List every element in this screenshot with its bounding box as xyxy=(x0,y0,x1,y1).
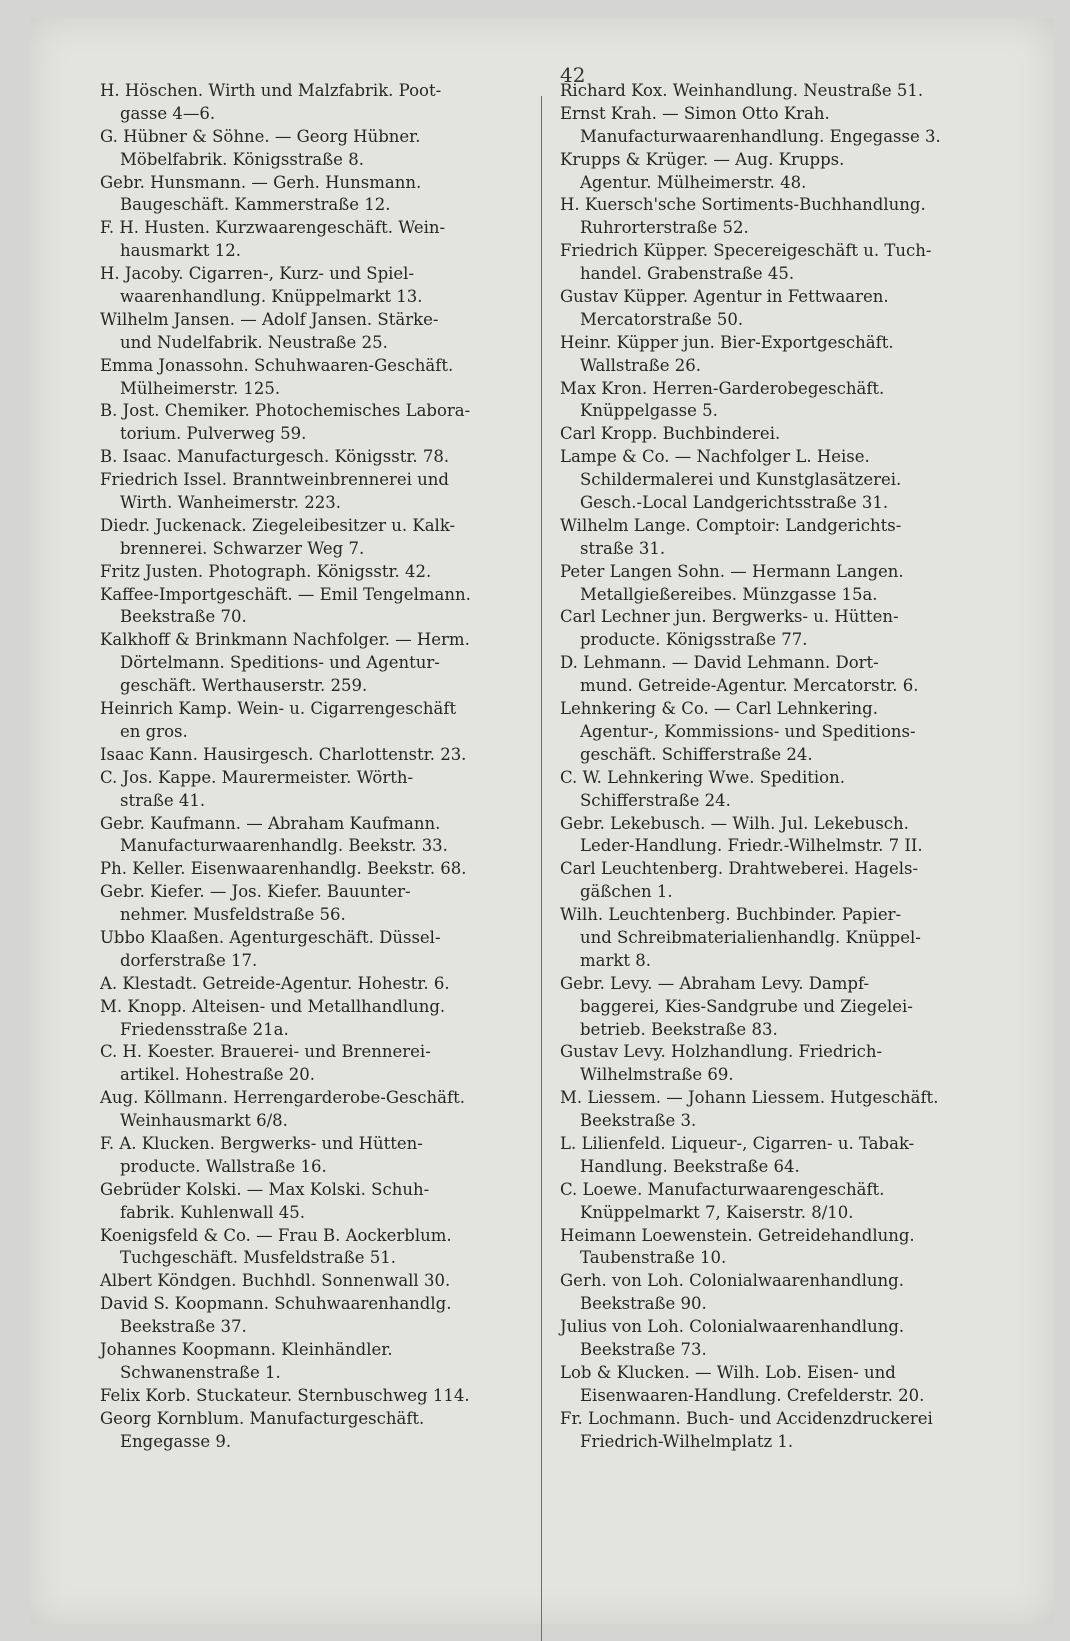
entry-line: geschäft. Werthauserstr. 259. xyxy=(120,676,368,696)
entry-line: Wilhelm Lange. Comptoir: Landgerichts- xyxy=(560,515,902,535)
entry-line: straße 41. xyxy=(120,790,206,810)
entry-line: hausmarkt 12. xyxy=(120,241,242,261)
entry-line: Gebr. Hunsmann. — Gerh. Hunsmann. xyxy=(100,172,422,192)
entry-line: Carl Kropp. Buchbinderei. xyxy=(560,424,781,444)
entry-line: Gebrüder Kolski. — Max Kolski. Schuh- xyxy=(100,1179,430,1199)
entry-line: straße 31. xyxy=(580,538,666,558)
directory-entry xyxy=(560,446,998,515)
entry-line: Friedensstraße 21a. xyxy=(120,1019,289,1039)
entry-line: Lob & Klucken. — Wilh. Lob. Eisen- und xyxy=(560,1362,896,1382)
entry-line: Max Kron. Herren-Garderobegeschäft. xyxy=(560,378,885,398)
entry-line: Lampe & Co. — Nachfolger L. Heise. xyxy=(560,447,870,467)
directory-entry xyxy=(560,149,998,195)
entry-line: D. Lehmann. — David Lehmann. Dort- xyxy=(560,653,879,673)
directory-entry xyxy=(100,584,515,630)
entry-line: artikel. Hohestraße 20. xyxy=(120,1065,315,1085)
directory-entry xyxy=(100,744,515,767)
directory-entry xyxy=(100,927,515,973)
directory-entry xyxy=(100,973,515,996)
directory-entry xyxy=(100,561,515,584)
entry-line: C. Jos. Kappe. Maurermeister. Wörth- xyxy=(100,767,414,787)
directory-entry xyxy=(560,332,998,378)
entry-line: markt 8. xyxy=(580,950,651,970)
entry-line: Wallstraße 26. xyxy=(580,355,702,375)
directory-entry xyxy=(560,652,998,698)
entry-line: Ruhrorterstraße 52. xyxy=(580,218,749,238)
entry-line: Gebr. Kaufmann. — Abraham Kaufmann. xyxy=(100,813,441,833)
entry-line: B. Isaac. Manufacturgesch. Königsstr. 78. xyxy=(100,447,450,467)
entry-line: C. Loewe. Manufacturwaarengeschäft. xyxy=(560,1179,885,1199)
entry-line: Beekstraße 37. xyxy=(120,1317,247,1337)
entry-line: H. Höschen. Wirth und Malzfabrik. Poot- xyxy=(100,81,442,100)
directory-entry xyxy=(560,1179,998,1225)
directory-entry xyxy=(100,1225,515,1271)
entry-line: und Schreibmaterialienhandlg. Knüppel- xyxy=(580,927,921,947)
directory-entry xyxy=(560,194,998,240)
entry-line: Beekstraße 73. xyxy=(580,1339,707,1359)
directory-entry xyxy=(560,813,998,859)
entry-line: Wilh. Leuchtenberg. Buchbinder. Papier- xyxy=(560,905,902,925)
entry-line: Gesch.-Local Landgerichtsstraße 31. xyxy=(580,493,889,513)
entry-line: Peter Langen Sohn. — Hermann Langen. xyxy=(560,561,904,581)
entry-line: L. Lilienfeld. Liqueur-, Cigarren- u. Tabak- xyxy=(560,1133,915,1153)
directory-entry xyxy=(560,80,998,103)
entry-line: handel. Grabenstraße 45. xyxy=(580,264,795,284)
entry-line: fabrik. Kuhlenwall 45. xyxy=(120,1202,306,1222)
directory-entry xyxy=(560,1316,998,1362)
entry-line: Agentur. Mülheimerstr. 48. xyxy=(580,172,807,192)
entry-line: Dörtelmann. Speditions- und Agentur- xyxy=(120,653,440,673)
entry-line: Fr. Lochmann. Buch- und Accidenzdruckerei xyxy=(560,1408,933,1428)
entry-line: Carl Leuchtenberg. Drahtweberei. Hagels- xyxy=(560,859,919,879)
entry-line: Isaac Kann. Hausirgesch. Charlottenstr. 23. xyxy=(100,744,467,764)
directory-entry xyxy=(560,698,998,767)
entry-line: B. Jost. Chemiker. Photochemisches Labora- xyxy=(100,401,471,421)
directory-entry xyxy=(100,996,515,1042)
entry-line: Mülheimerstr. 125. xyxy=(120,378,281,398)
entry-line: Ph. Keller. Eisenwaarenhandlg. Beekstr. 68. xyxy=(100,859,467,879)
directory-entry xyxy=(100,263,515,309)
right-column xyxy=(560,80,998,1453)
entry-line: Knüppelgasse 5. xyxy=(580,401,718,421)
directory-entry xyxy=(100,698,515,744)
entry-line: Weinhausmarkt 6/8. xyxy=(120,1111,288,1131)
entry-line: Leder-Handlung. Friedr.-Wilhelmstr. 7 II. xyxy=(580,836,923,856)
directory-entry xyxy=(100,469,515,515)
directory-entry xyxy=(100,126,515,172)
directory-entry xyxy=(560,103,998,149)
entry-line: Gustav Küpper. Agentur in Fettwaaren. xyxy=(560,287,889,307)
directory-entry xyxy=(100,355,515,401)
entry-line: Beekstraße 90. xyxy=(580,1294,707,1314)
entry-line: Julius von Loh. Colonialwaarenhandlung. xyxy=(560,1317,905,1337)
directory-entry xyxy=(100,629,515,698)
entry-line: Schifferstraße 24. xyxy=(580,790,731,810)
column-divider xyxy=(541,96,542,1641)
entry-line: dorferstraße 17. xyxy=(120,950,258,970)
entry-line: Taubenstraße 10. xyxy=(580,1248,727,1268)
entry-line: Mercatorstraße 50. xyxy=(580,309,744,329)
entry-line: Heimann Loewenstein. Getreidehandlung. xyxy=(560,1225,915,1245)
entry-line: Gebr. Kiefer. — Jos. Kiefer. Bauunter- xyxy=(100,882,411,902)
entry-line: waarenhandlung. Knüppelmarkt 13. xyxy=(120,287,423,307)
entry-line: mund. Getreide-Agentur. Mercatorstr. 6. xyxy=(580,676,919,696)
entry-line: nehmer. Musfeldstraße 56. xyxy=(120,905,346,925)
entry-line: Gustav Levy. Holzhandlung. Friedrich- xyxy=(560,1042,883,1062)
entry-line: Möbelfabrik. Königsstraße 8. xyxy=(120,149,364,169)
entry-line: Gerh. von Loh. Colonialwaarenhandlung. xyxy=(560,1271,904,1291)
entry-line: Beekstraße 3. xyxy=(580,1111,697,1131)
directory-entry xyxy=(100,1293,515,1339)
directory-entry xyxy=(560,378,998,424)
entry-line: Krupps & Krüger. — Aug. Krupps. xyxy=(560,149,845,169)
entry-line: und Nudelfabrik. Neustraße 25. xyxy=(120,332,388,352)
entry-line: H. Jacoby. Cigarren-, Kurz- und Spiel- xyxy=(100,264,415,284)
entry-line: M. Knopp. Alteisen- und Metallhandlung. xyxy=(100,996,446,1016)
entry-line: brennerei. Schwarzer Weg 7. xyxy=(120,538,365,558)
directory-entry xyxy=(100,80,515,126)
entry-line: gäßchen 1. xyxy=(580,882,673,902)
entry-line: Fritz Justen. Photograph. Königsstr. 42. xyxy=(100,561,432,581)
directory-entry xyxy=(100,1339,515,1385)
directory-entry xyxy=(100,858,515,881)
entry-line: G. Hübner & Söhne. — Georg Hübner. xyxy=(100,126,421,146)
entry-line: Kaffee-Importgeschäft. — Emil Tengelmann. xyxy=(100,584,471,604)
entry-line: Handlung. Beekstraße 64. xyxy=(580,1156,800,1176)
entry-line: Schildermalerei und Kunstglasätzerei. xyxy=(580,470,902,490)
directory-entry xyxy=(560,1408,998,1454)
directory-entry xyxy=(100,881,515,927)
entry-line: Georg Kornblum. Manufacturgeschäft. xyxy=(100,1408,425,1428)
entry-line: A. Klestadt. Getreide-Agentur. Hohestr. 6. xyxy=(100,973,450,993)
entry-line: Heinrich Kamp. Wein- u. Cigarrengeschäft xyxy=(100,699,457,719)
directory-entry xyxy=(100,1087,515,1133)
directory-entry xyxy=(560,1362,998,1408)
directory-entry xyxy=(560,240,998,286)
entry-line: betrieb. Beekstraße 83. xyxy=(580,1019,778,1039)
entry-line: Carl Lechner jun. Bergwerks- u. Hütten- xyxy=(560,607,899,627)
entry-line: gasse 4—6. xyxy=(120,103,216,123)
entry-line: geschäft. Schifferstraße 24. xyxy=(580,744,813,764)
directory-entry xyxy=(560,1133,998,1179)
directory-entry xyxy=(560,1270,998,1316)
entry-line: Gebr. Levy. — Abraham Levy. Dampf- xyxy=(560,973,870,993)
entry-line: Tuchgeschäft. Musfeldstraße 51. xyxy=(120,1248,397,1268)
directory-entry xyxy=(560,515,998,561)
directory-entry xyxy=(560,1041,998,1087)
entry-line: F. A. Klucken. Bergwerks- und Hütten- xyxy=(100,1133,423,1153)
directory-entry xyxy=(560,423,998,446)
entry-line: producte. Königsstraße 77. xyxy=(580,630,808,650)
entry-line: Kalkhoff & Brinkmann Nachfolger. — Herm. xyxy=(100,630,470,650)
directory-entry xyxy=(560,606,998,652)
entry-line: Gebr. Lekebusch. — Wilh. Jul. Lekebusch. xyxy=(560,813,909,833)
directory-entry xyxy=(560,973,998,1042)
entry-line: Eisenwaaren-Handlung. Crefelderstr. 20. xyxy=(580,1385,925,1405)
entry-line: Wilhelmstraße 69. xyxy=(580,1065,734,1085)
entry-line: Friedrich-Wilhelmplatz 1. xyxy=(580,1431,794,1451)
directory-entry xyxy=(100,1133,515,1179)
entry-line: Engegasse 9. xyxy=(120,1431,232,1451)
page-number: 42 xyxy=(560,63,586,87)
entry-line: David S. Koopmann. Schuhwaarenhandlg. xyxy=(100,1294,452,1314)
entry-line: Emma Jonassohn. Schuhwaaren-Geschäft. xyxy=(100,355,454,375)
left-column xyxy=(100,80,515,1453)
entry-line: Johannes Koopmann. Kleinhändler. xyxy=(100,1339,393,1359)
directory-entry xyxy=(100,400,515,446)
entry-line: Felix Korb. Stuckateur. Sternbuschweg 114. xyxy=(100,1385,470,1405)
entry-line: Friedrich Küpper. Specereigeschäft u. Tuch- xyxy=(560,241,932,261)
directory-entry xyxy=(100,1041,515,1087)
directory-entry xyxy=(560,858,998,904)
entry-line: H. Kuersch'sche Sortiments-Buchhandlung. xyxy=(560,195,926,215)
entry-line: Aug. Köllmann. Herrengarderobe-Geschäft. xyxy=(100,1088,465,1108)
directory-entry xyxy=(100,1408,515,1454)
directory-entry xyxy=(560,767,998,813)
entry-line: Agentur-, Kommissions- und Speditions- xyxy=(580,721,916,741)
entry-line: Schwanenstraße 1. xyxy=(120,1362,281,1382)
entry-line: Knüppelmarkt 7, Kaiserstr. 8/10. xyxy=(580,1202,854,1222)
entry-line: producte. Wallstraße 16. xyxy=(120,1156,327,1176)
entry-line: baggerei, Kies-Sandgrube und Ziegelei- xyxy=(580,996,913,1016)
directory-entry xyxy=(560,1225,998,1271)
entry-line: Ernst Krah. — Simon Otto Krah. xyxy=(560,103,830,123)
directory-entry xyxy=(100,172,515,218)
directory-entry xyxy=(100,813,515,859)
directory-entry xyxy=(560,904,998,973)
directory-entry xyxy=(100,217,515,263)
directory-entry xyxy=(100,446,515,469)
entry-line: Ubbo Klaaßen. Agenturgeschäft. Düssel- xyxy=(100,927,441,947)
entry-line: Diedr. Juckenack. Ziegeleibesitzer u. Kalk- xyxy=(100,515,456,535)
directory-entry xyxy=(100,1385,515,1408)
entry-line: M. Liessem. — Johann Liessem. Hutgeschäft. xyxy=(560,1088,939,1108)
entry-line: Metallgießereibes. Münzgasse 15a. xyxy=(580,584,878,604)
directory-entry xyxy=(100,1179,515,1225)
entry-line: Heinr. Küpper jun. Bier-Exportgeschäft. xyxy=(560,332,894,352)
directory-entry xyxy=(560,1087,998,1133)
entry-line: Manufacturwaarenhandlung. Engegasse 3. xyxy=(580,126,941,146)
entry-line: C. W. Lehnkering Wwe. Spedition. xyxy=(560,767,845,787)
entry-line: Manufacturwaarenhandlg. Beekstr. 33. xyxy=(120,836,448,856)
entry-line: Albert Köndgen. Buchhdl. Sonnenwall 30. xyxy=(100,1271,451,1291)
entry-line: Koenigsfeld & Co. — Frau B. Aockerblum. xyxy=(100,1225,452,1245)
directory-entry xyxy=(100,1270,515,1293)
entry-line: F. H. Husten. Kurzwaarengeschäft. Wein- xyxy=(100,218,446,238)
entry-line: Friedrich Issel. Branntweinbrennerei und xyxy=(100,470,449,490)
directory-entry xyxy=(560,286,998,332)
entry-line: Lehnkering & Co. — Carl Lehnkering. xyxy=(560,699,878,719)
directory-entry xyxy=(100,515,515,561)
entry-line: Wilhelm Jansen. — Adolf Jansen. Stärke- xyxy=(100,309,439,329)
directory-entry xyxy=(100,309,515,355)
entry-line: Wirth. Wanheimerstr. 223. xyxy=(120,493,341,513)
directory-entry xyxy=(560,561,998,607)
entry-line: en gros. xyxy=(120,721,188,741)
entry-line: torium. Pulverweg 59. xyxy=(120,424,307,444)
entry-line: C. H. Koester. Brauerei- und Brennerei- xyxy=(100,1042,431,1062)
entry-line: Richard Kox. Weinhandlung. Neustraße 51. xyxy=(560,81,924,100)
entry-line: Baugeschäft. Kammerstraße 12. xyxy=(120,195,391,215)
entry-line: Beekstraße 70. xyxy=(120,607,247,627)
directory-entry xyxy=(100,767,515,813)
